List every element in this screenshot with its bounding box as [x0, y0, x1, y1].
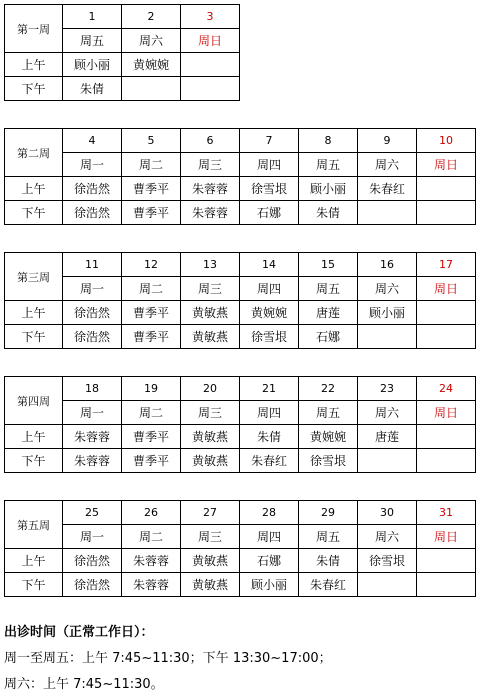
weekday-cell: 周四 [240, 277, 299, 301]
weekday-cell: 周一 [63, 153, 122, 177]
date-cell: 14 [240, 253, 299, 277]
date-cell: 31 [417, 501, 476, 525]
morning-doctor-cell: 徐浩然 [63, 549, 122, 573]
date-cell: 5 [122, 129, 181, 153]
afternoon-label: 下午 [5, 325, 63, 349]
weekday-cell: 周日 [417, 277, 476, 301]
date-cell: 29 [299, 501, 358, 525]
morning-doctor-cell: 黄敏燕 [181, 301, 240, 325]
afternoon-doctor-cell [358, 449, 417, 473]
date-cell: 1 [63, 5, 122, 29]
saturday-hours: 周六：上午 7:45~11:30。 [4, 677, 164, 692]
weekday-cell: 周一 [63, 401, 122, 425]
morning-doctor-cell: 曹季平 [122, 425, 181, 449]
morning-label: 上午 [5, 53, 63, 77]
weekday-cell: 周五 [63, 29, 122, 53]
afternoon-doctor-cell: 徐浩然 [63, 573, 122, 597]
date-cell: 15 [299, 253, 358, 277]
afternoon-doctor-cell: 徐浩然 [63, 325, 122, 349]
weekday-cell: 周日 [417, 401, 476, 425]
week-label: 第五周 [5, 501, 63, 549]
afternoon-doctor-cell: 石娜 [240, 201, 299, 225]
afternoon-doctor-cell [417, 449, 476, 473]
morning-doctor-cell: 朱倩 [299, 549, 358, 573]
weekday-cell: 周三 [181, 277, 240, 301]
date-cell: 28 [240, 501, 299, 525]
morning-doctor-cell [181, 53, 240, 77]
week-label: 第四周 [5, 377, 63, 425]
morning-label: 上午 [5, 301, 63, 325]
weekday-cell: 周五 [299, 277, 358, 301]
weekday-cell: 周二 [122, 153, 181, 177]
morning-doctor-cell: 唐莲 [358, 425, 417, 449]
date-cell: 22 [299, 377, 358, 401]
afternoon-doctor-cell [122, 77, 181, 101]
afternoon-doctor-cell: 朱春红 [240, 449, 299, 473]
week-table [4, 128, 476, 225]
date-cell: 16 [358, 253, 417, 277]
weekday-cell: 周六 [358, 525, 417, 549]
morning-doctor-cell: 徐浩然 [63, 301, 122, 325]
morning-doctor-cell: 曹季平 [122, 177, 181, 201]
afternoon-doctor-cell: 黄敏燕 [181, 325, 240, 349]
morning-doctor-cell: 石娜 [240, 549, 299, 573]
morning-doctor-cell: 黄婉婉 [299, 425, 358, 449]
morning-doctor-cell [417, 549, 476, 573]
weekday-cell: 周六 [358, 277, 417, 301]
weekday-cell: 周三 [181, 401, 240, 425]
afternoon-doctor-cell: 徐雪垠 [299, 449, 358, 473]
date-cell: 13 [181, 253, 240, 277]
morning-label: 上午 [5, 177, 63, 201]
afternoon-doctor-cell: 朱倩 [63, 77, 122, 101]
afternoon-label: 下午 [5, 449, 63, 473]
date-cell: 6 [181, 129, 240, 153]
afternoon-doctor-cell: 黄敏燕 [181, 573, 240, 597]
weekday-cell: 周二 [122, 401, 181, 425]
morning-doctor-cell: 朱蓉蓉 [63, 425, 122, 449]
date-cell: 30 [358, 501, 417, 525]
afternoon-doctor-cell: 朱蓉蓉 [63, 449, 122, 473]
weekday-cell: 周五 [299, 153, 358, 177]
morning-label: 上午 [5, 425, 63, 449]
morning-doctor-cell: 黄婉婉 [122, 53, 181, 77]
weekday-cell: 周五 [299, 525, 358, 549]
week-table [4, 4, 240, 101]
weekday-cell: 周日 [417, 525, 476, 549]
weekday-cell: 周三 [181, 525, 240, 549]
morning-doctor-cell [417, 301, 476, 325]
morning-doctor-cell: 朱春红 [358, 177, 417, 201]
weekday-cell: 周一 [63, 525, 122, 549]
afternoon-doctor-cell: 曹季平 [122, 325, 181, 349]
date-cell: 18 [63, 377, 122, 401]
morning-doctor-cell: 曹季平 [122, 301, 181, 325]
date-cell: 7 [240, 129, 299, 153]
afternoon-doctor-cell: 曹季平 [122, 201, 181, 225]
weekday-cell: 周二 [122, 525, 181, 549]
morning-doctor-cell [417, 425, 476, 449]
week-label: 第一周 [5, 5, 63, 53]
date-cell: 9 [358, 129, 417, 153]
afternoon-doctor-cell [417, 325, 476, 349]
weekday-cell: 周三 [181, 153, 240, 177]
afternoon-doctor-cell: 顾小丽 [240, 573, 299, 597]
week-table [4, 500, 476, 597]
week-label: 第二周 [5, 129, 63, 177]
morning-doctor-cell: 黄婉婉 [240, 301, 299, 325]
afternoon-doctor-cell: 徐雪垠 [240, 325, 299, 349]
morning-doctor-cell: 黄敏燕 [181, 549, 240, 573]
week-label: 第三周 [5, 253, 63, 301]
afternoon-label: 下午 [5, 77, 63, 101]
weekday-cell: 周日 [181, 29, 240, 53]
week-table [4, 376, 476, 473]
afternoon-doctor-cell [358, 573, 417, 597]
afternoon-doctor-cell [417, 573, 476, 597]
afternoon-doctor-cell: 朱春红 [299, 573, 358, 597]
afternoon-doctor-cell: 黄敏燕 [181, 449, 240, 473]
week-table [4, 252, 476, 349]
date-cell: 23 [358, 377, 417, 401]
date-cell: 3 [181, 5, 240, 29]
morning-doctor-cell: 顾小丽 [358, 301, 417, 325]
weekday-cell: 周二 [122, 277, 181, 301]
weekday-cell: 周一 [63, 277, 122, 301]
date-cell: 8 [299, 129, 358, 153]
morning-doctor-cell: 徐雪垠 [240, 177, 299, 201]
weekday-cell: 周四 [240, 401, 299, 425]
date-cell: 10 [417, 129, 476, 153]
afternoon-label: 下午 [5, 201, 63, 225]
afternoon-doctor-cell: 朱蓉蓉 [122, 573, 181, 597]
morning-label: 上午 [5, 549, 63, 573]
weekday-cell: 周四 [240, 525, 299, 549]
date-cell: 24 [417, 377, 476, 401]
weekday-hours: 周一至周五：上午 7:45~11:30；下午 13:30~17:00； [4, 651, 332, 666]
date-cell: 26 [122, 501, 181, 525]
afternoon-label: 下午 [5, 573, 63, 597]
weekday-cell: 周四 [240, 153, 299, 177]
morning-doctor-cell: 朱倩 [240, 425, 299, 449]
afternoon-doctor-cell [181, 77, 240, 101]
morning-doctor-cell: 黄敏燕 [181, 425, 240, 449]
date-cell: 25 [63, 501, 122, 525]
clinic-hours-notes [4, 620, 332, 698]
afternoon-doctor-cell: 朱倩 [299, 201, 358, 225]
date-cell: 21 [240, 377, 299, 401]
morning-doctor-cell: 顾小丽 [63, 53, 122, 77]
afternoon-doctor-cell: 曹季平 [122, 449, 181, 473]
date-cell: 19 [122, 377, 181, 401]
weekday-cell: 周五 [299, 401, 358, 425]
afternoon-doctor-cell: 朱蓉蓉 [181, 201, 240, 225]
weekday-cell: 周六 [122, 29, 181, 53]
date-cell: 12 [122, 253, 181, 277]
morning-doctor-cell [417, 177, 476, 201]
afternoon-doctor-cell [417, 201, 476, 225]
morning-doctor-cell: 唐莲 [299, 301, 358, 325]
afternoon-doctor-cell: 徐浩然 [63, 201, 122, 225]
date-cell: 4 [63, 129, 122, 153]
morning-doctor-cell: 朱蓉蓉 [181, 177, 240, 201]
clinic-hours-title: 出诊时间（正常工作日）： [4, 625, 154, 640]
afternoon-doctor-cell: 石娜 [299, 325, 358, 349]
morning-doctor-cell: 顾小丽 [299, 177, 358, 201]
date-cell: 2 [122, 5, 181, 29]
date-cell: 11 [63, 253, 122, 277]
weekday-cell: 周日 [417, 153, 476, 177]
date-cell: 17 [417, 253, 476, 277]
date-cell: 20 [181, 377, 240, 401]
afternoon-doctor-cell [358, 201, 417, 225]
morning-doctor-cell: 朱蓉蓉 [122, 549, 181, 573]
weekday-cell: 周六 [358, 401, 417, 425]
morning-doctor-cell: 徐雪垠 [358, 549, 417, 573]
afternoon-doctor-cell [358, 325, 417, 349]
morning-doctor-cell: 徐浩然 [63, 177, 122, 201]
weekday-cell: 周六 [358, 153, 417, 177]
date-cell: 27 [181, 501, 240, 525]
